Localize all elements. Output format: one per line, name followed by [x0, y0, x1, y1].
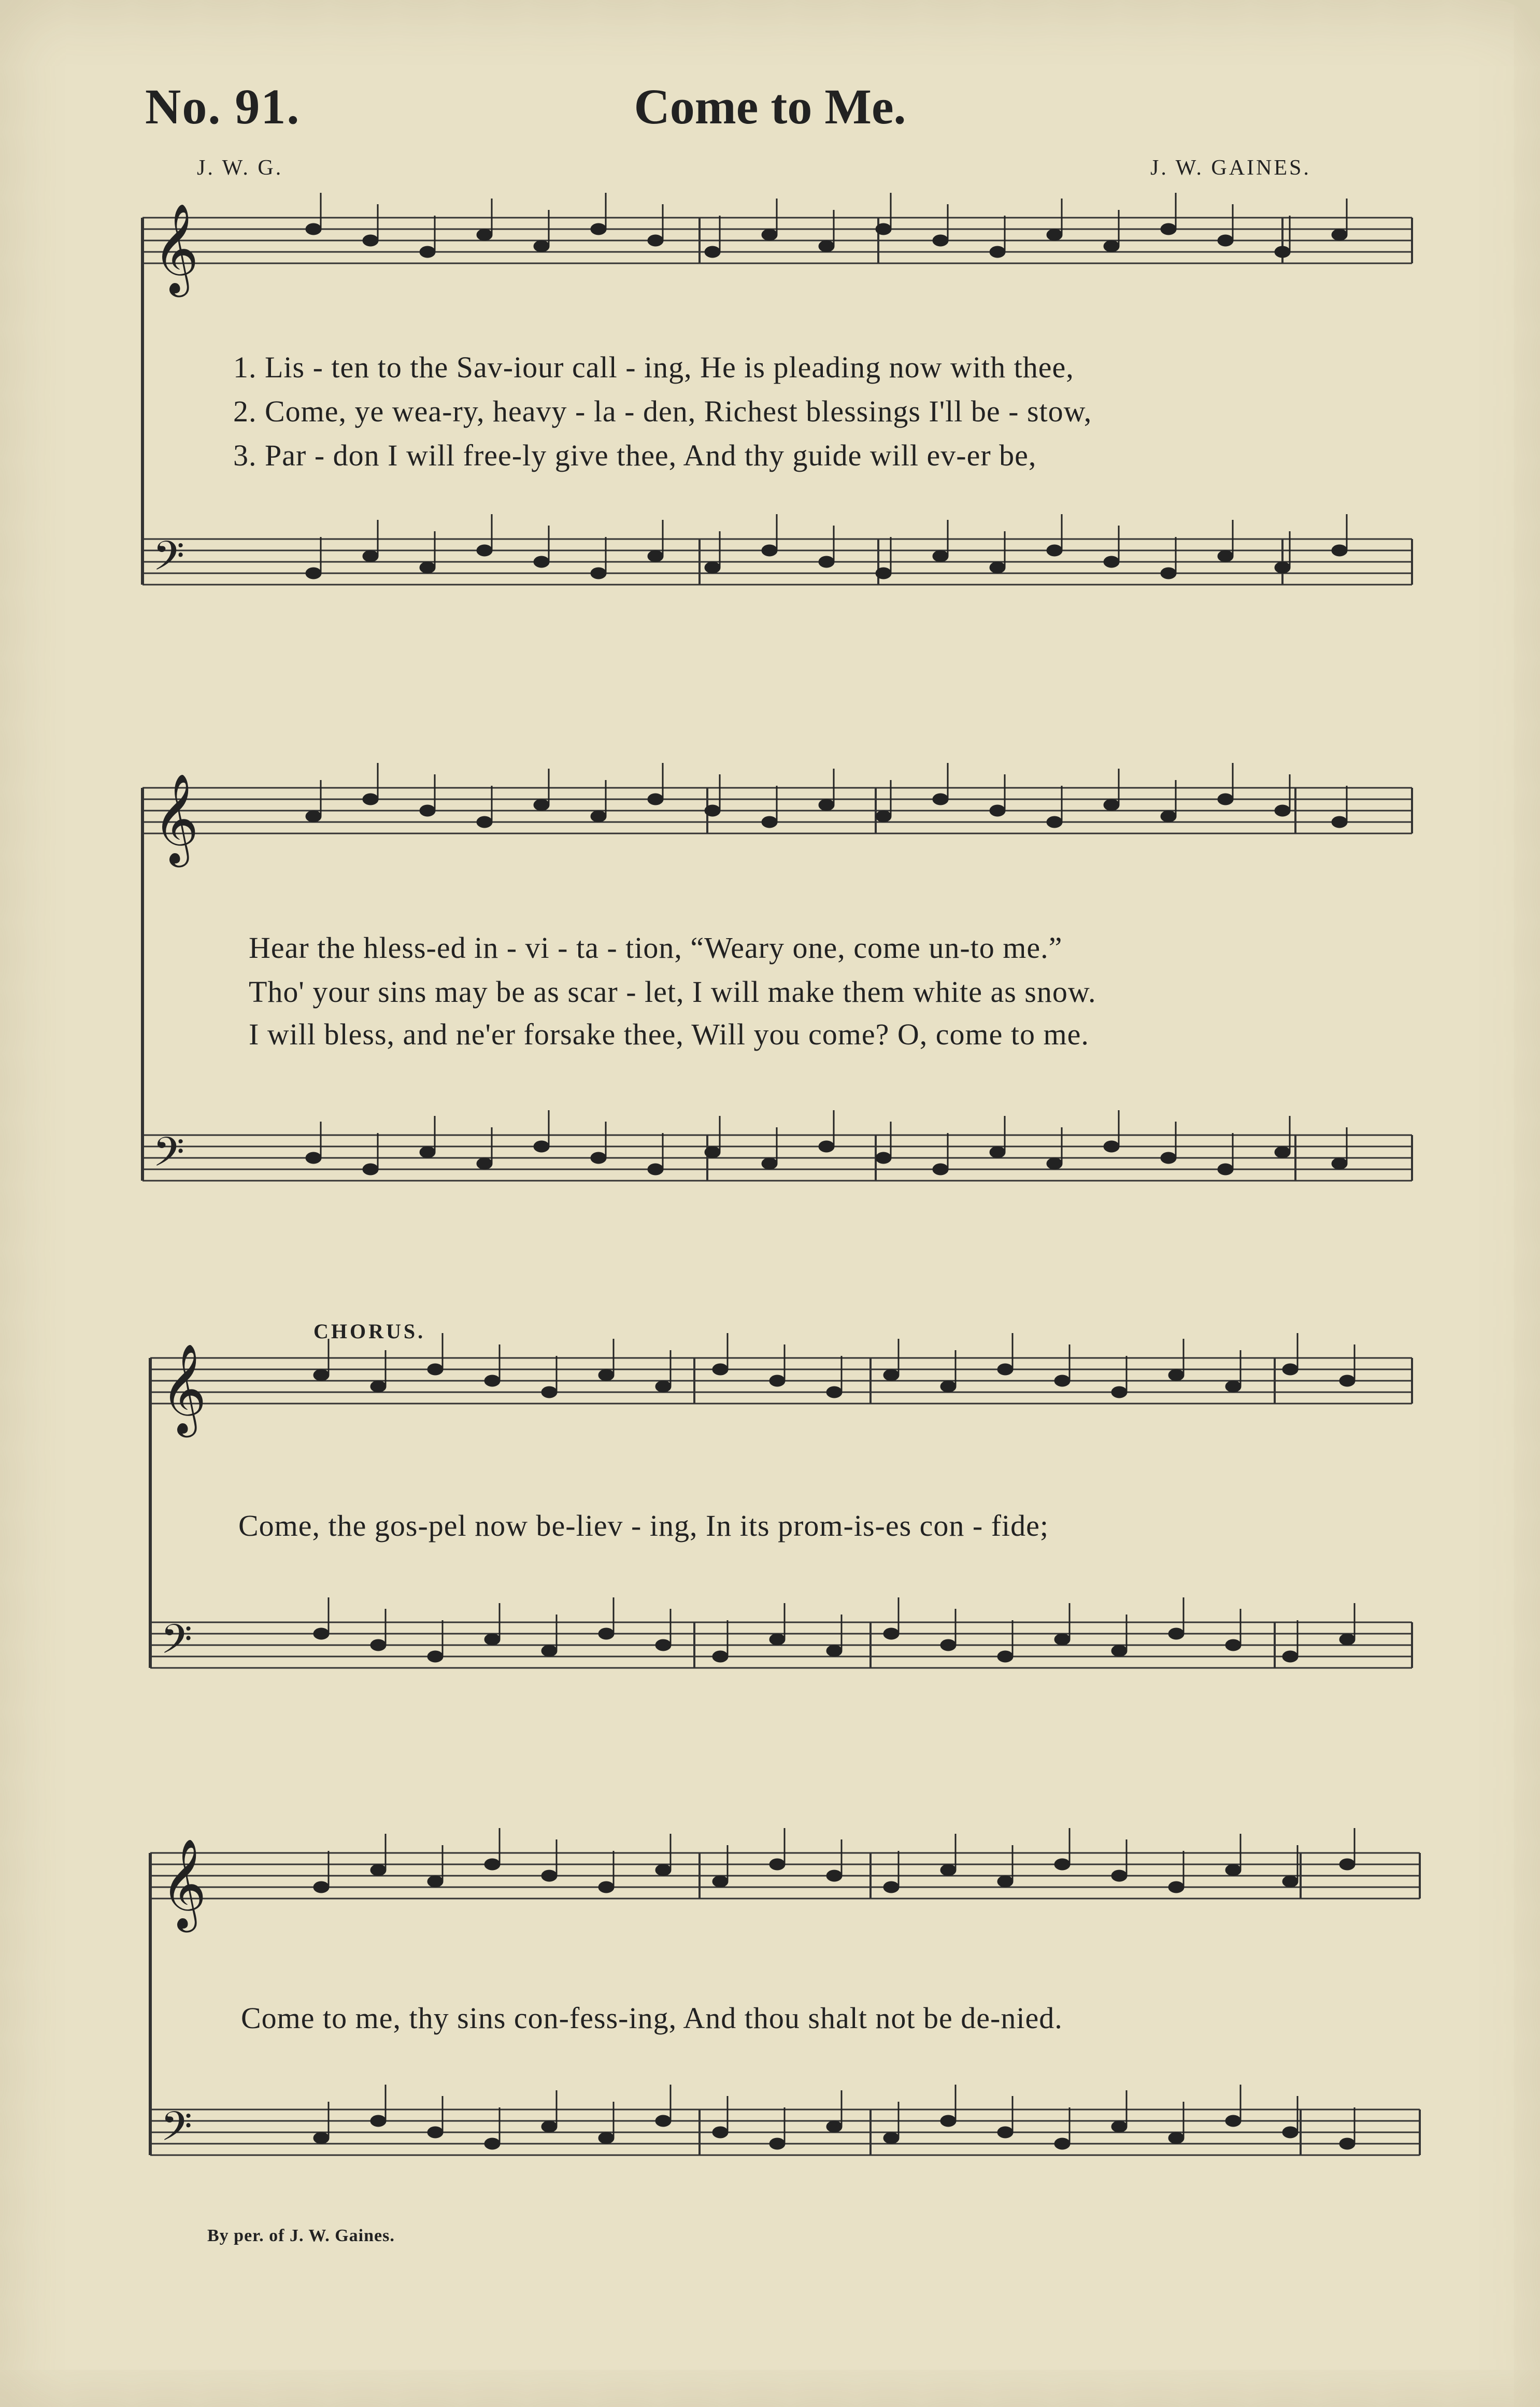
- note-head: [1104, 240, 1119, 252]
- note-head: [1111, 1645, 1127, 1656]
- note-head: [940, 2115, 956, 2127]
- note-head: [1282, 1876, 1298, 1887]
- note-head: [1161, 223, 1176, 235]
- chorus-line1: Come, the gos-pel now be-liev - ing, In its prom-is-es con - fide;: [238, 1509, 1049, 1542]
- note-head: [1168, 1369, 1184, 1381]
- note-head: [1047, 545, 1062, 556]
- chorus-line2: Come to me, thy sins con-fess-ing, And thou shalt not be de-nied.: [241, 2001, 1063, 2035]
- note-head: [990, 562, 1005, 573]
- note-head: [363, 794, 378, 805]
- note-head: [1339, 1375, 1355, 1386]
- note-head: [826, 1645, 842, 1656]
- note-head: [591, 811, 606, 822]
- note-head: [363, 235, 378, 246]
- note-head: [940, 1381, 956, 1392]
- note-head: [1275, 805, 1290, 816]
- note-head: [940, 1864, 956, 1876]
- note-head: [1339, 1634, 1355, 1645]
- note-head: [940, 1639, 956, 1651]
- note-head: [1168, 1881, 1184, 1893]
- note-head: [477, 545, 492, 556]
- note-head: [1282, 1651, 1298, 1662]
- note-head: [1218, 1164, 1233, 1175]
- note-head: [1104, 556, 1119, 568]
- note-head: [1161, 568, 1176, 579]
- note-head: [1054, 1375, 1070, 1386]
- hymn-title: Come to Me.: [634, 79, 906, 134]
- note-head: [1218, 550, 1233, 562]
- note-head: [591, 568, 606, 579]
- note-head: [1275, 246, 1290, 258]
- note-head: [762, 545, 777, 556]
- note-head: [655, 1864, 671, 1876]
- note-head: [420, 246, 435, 258]
- composer-credit: J. W. GAINES.: [1150, 156, 1311, 180]
- note-head: [1161, 1152, 1176, 1164]
- note-head: [1104, 799, 1119, 811]
- note-head: [420, 562, 435, 573]
- chorus-label: CHORUS.: [313, 1320, 426, 1343]
- bass-clef-icon: 𝄢: [153, 1129, 185, 1186]
- note-head: [313, 1369, 329, 1381]
- note-head: [427, 1364, 443, 1375]
- note-head: [997, 1651, 1013, 1662]
- note-head: [591, 1152, 606, 1164]
- note-head: [370, 1864, 386, 1876]
- note-head: [484, 1375, 500, 1386]
- note-head: [655, 1639, 671, 1651]
- note-head: [997, 2127, 1013, 2138]
- note-head: [876, 1152, 891, 1164]
- note-head: [769, 1375, 785, 1386]
- lyricist-credit: J. W. G.: [197, 156, 283, 180]
- note-head: [420, 805, 435, 816]
- note-head: [1225, 1381, 1241, 1392]
- note-head: [1282, 2127, 1298, 2138]
- note-head: [427, 1651, 443, 1662]
- note-head: [477, 1158, 492, 1169]
- note-head: [705, 805, 720, 816]
- note-head: [769, 2138, 785, 2149]
- treble-clef-icon: 𝄞: [153, 203, 199, 293]
- notes: [306, 193, 1355, 2149]
- note-head: [933, 550, 948, 562]
- note-head: [1275, 562, 1290, 573]
- note-head: [705, 562, 720, 573]
- note-head: [712, 1876, 728, 1887]
- verse1-line1: 1. Lis - ten to the Sav-iour call - ing, He is pleading now with thee,: [233, 350, 1074, 384]
- note-head: [997, 1364, 1013, 1375]
- verse1-line2: Hear the hless-ed in - vi - ta - tion, “Weary one, come un-to me.”: [249, 931, 1063, 965]
- note-head: [477, 816, 492, 828]
- note-head: [1047, 229, 1062, 240]
- note-head: [306, 568, 321, 579]
- note-head: [933, 235, 948, 246]
- verse2-line2: Tho' your sins may be as scar - let, I will make them white as snow.: [249, 975, 1096, 1009]
- note-head: [762, 816, 777, 828]
- bass-clef-icon: 𝄢: [161, 1616, 193, 1673]
- note-head: [1332, 816, 1347, 828]
- note-head: [1047, 816, 1062, 828]
- note-head: [648, 1164, 663, 1175]
- note-head: [1161, 811, 1176, 822]
- note-head: [363, 550, 378, 562]
- note-head: [1111, 2121, 1127, 2132]
- note-head: [370, 2115, 386, 2127]
- note-head: [826, 1386, 842, 1398]
- verse3-line1: 3. Par - don I will free-ly give thee, And thy guide will ev-er be,: [233, 438, 1037, 472]
- note-head: [762, 229, 777, 240]
- note-head: [769, 1859, 785, 1870]
- note-head: [990, 246, 1005, 258]
- note-head: [313, 1628, 329, 1639]
- note-head: [370, 1639, 386, 1651]
- note-head: [1218, 235, 1233, 246]
- note-head: [819, 240, 834, 252]
- note-head: [655, 1381, 671, 1392]
- bass-clef-icon: 𝄢: [161, 2103, 193, 2160]
- note-head: [1339, 2138, 1355, 2149]
- note-head: [534, 1141, 549, 1152]
- note-head: [598, 1369, 614, 1381]
- treble-clef-icon: 𝄞: [153, 773, 199, 863]
- note-head: [484, 1634, 500, 1645]
- note-head: [1104, 1141, 1119, 1152]
- note-head: [655, 2115, 671, 2127]
- verse2-line1: 2. Come, ye wea-ry, heavy - la - den, Richest blessings I'll be - stow,: [233, 394, 1092, 428]
- note-head: [427, 2127, 443, 2138]
- note-head: [534, 556, 549, 568]
- note-head: [427, 1876, 443, 1887]
- note-head: [712, 1364, 728, 1375]
- note-head: [883, 2132, 899, 2144]
- note-head: [1332, 1158, 1347, 1169]
- treble-clef-icon: 𝄞: [161, 1343, 207, 1434]
- note-head: [1054, 1634, 1070, 1645]
- note-head: [1054, 1859, 1070, 1870]
- note-head: [1111, 1870, 1127, 1881]
- note-head: [370, 1381, 386, 1392]
- note-head: [1047, 1158, 1062, 1169]
- note-head: [762, 1158, 777, 1169]
- note-head: [826, 2121, 842, 2132]
- note-head: [769, 1634, 785, 1645]
- note-head: [1275, 1146, 1290, 1158]
- note-head: [876, 568, 891, 579]
- note-head: [598, 1881, 614, 1893]
- note-head: [1054, 2138, 1070, 2149]
- note-head: [541, 1645, 557, 1656]
- bass-clef-icon: 𝄢: [153, 533, 185, 590]
- clefs: [153, 203, 207, 2160]
- note-head: [534, 799, 549, 811]
- note-head: [933, 794, 948, 805]
- hymn-number: No. 91.: [145, 79, 301, 134]
- note-head: [883, 1628, 899, 1639]
- note-head: [705, 246, 720, 258]
- note-head: [1225, 2115, 1241, 2127]
- note-head: [1225, 1639, 1241, 1651]
- note-head: [420, 1146, 435, 1158]
- treble-clef-icon: 𝄞: [161, 1838, 207, 1929]
- note-head: [541, 2121, 557, 2132]
- note-head: [534, 240, 549, 252]
- note-head: [541, 1386, 557, 1398]
- note-head: [306, 811, 321, 822]
- note-head: [484, 1859, 500, 1870]
- note-head: [819, 799, 834, 811]
- note-head: [313, 1881, 329, 1893]
- note-head: [1339, 1859, 1355, 1870]
- note-head: [1282, 1364, 1298, 1375]
- note-head: [705, 1146, 720, 1158]
- note-head: [883, 1369, 899, 1381]
- note-head: [712, 2127, 728, 2138]
- note-head: [1332, 229, 1347, 240]
- note-head: [306, 1152, 321, 1164]
- note-head: [363, 1164, 378, 1175]
- note-head: [826, 1870, 842, 1881]
- note-head: [712, 1651, 728, 1662]
- note-head: [997, 1876, 1013, 1887]
- note-head: [1168, 2132, 1184, 2144]
- note-head: [1218, 794, 1233, 805]
- note-head: [598, 2132, 614, 2144]
- note-head: [541, 1870, 557, 1881]
- note-head: [883, 1881, 899, 1893]
- note-head: [306, 223, 321, 235]
- note-head: [484, 2138, 500, 2149]
- note-head: [648, 794, 663, 805]
- note-head: [1168, 1628, 1184, 1639]
- note-head: [477, 229, 492, 240]
- note-head: [598, 1628, 614, 1639]
- note-head: [591, 223, 606, 235]
- permission-footer: By per. of J. W. Gaines.: [207, 2226, 395, 2245]
- note-head: [648, 550, 663, 562]
- note-head: [990, 805, 1005, 816]
- note-head: [819, 556, 834, 568]
- note-head: [313, 2132, 329, 2144]
- note-head: [876, 811, 891, 822]
- note-head: [1332, 545, 1347, 556]
- note-head: [933, 1164, 948, 1175]
- note-head: [990, 1146, 1005, 1158]
- note-head: [876, 223, 891, 235]
- verse3-line2: I will bless, and ne'er forsake thee, Will you come? O, come to me.: [249, 1017, 1089, 1051]
- note-head: [1225, 1864, 1241, 1876]
- note-head: [1111, 1386, 1127, 1398]
- note-head: [648, 235, 663, 246]
- note-head: [819, 1141, 834, 1152]
